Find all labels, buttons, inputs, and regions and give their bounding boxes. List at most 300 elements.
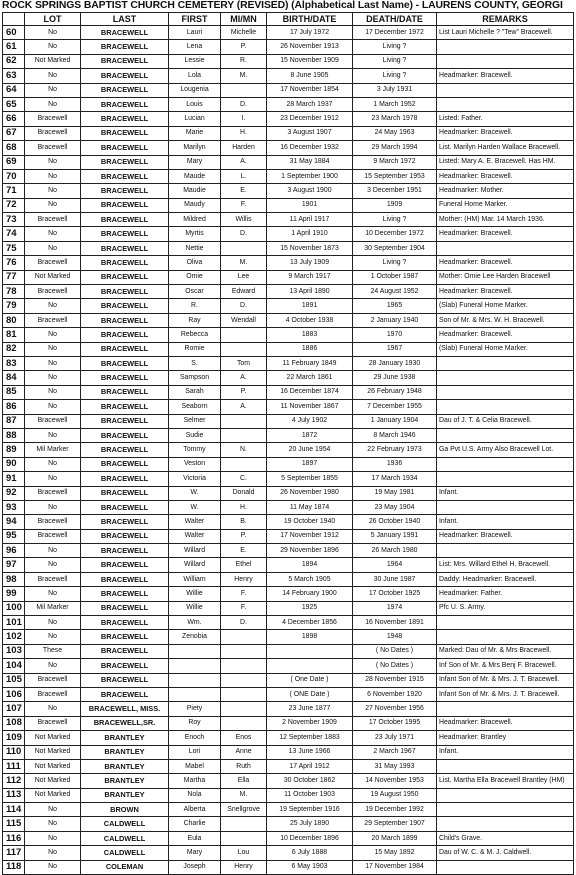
lot-cell: No xyxy=(25,198,81,212)
last-name-cell: BRACEWELL xyxy=(81,500,169,514)
lot-cell: Not Marked xyxy=(25,759,81,773)
middle-name-cell xyxy=(221,702,267,716)
middle-name-cell: Ella xyxy=(221,774,267,788)
last-name-cell: BRACEWELL xyxy=(81,371,169,385)
lot-cell: Bracewell xyxy=(25,285,81,299)
middle-name-cell: Lou xyxy=(221,846,267,860)
birth-date-cell: 2 November 1909 xyxy=(267,716,353,730)
birth-date-cell: 12 September 1883 xyxy=(267,731,353,745)
death-date-cell: 1970 xyxy=(353,328,437,342)
remarks-cell: Son of Mr. & Mrs. W. H. Bracewell. xyxy=(437,313,574,327)
entry-number: 79 xyxy=(3,299,25,313)
table-row xyxy=(3,371,574,385)
last-name-cell: BRACEWELL xyxy=(81,26,169,40)
lot-cell: No xyxy=(25,169,81,183)
entry-number: 113 xyxy=(3,788,25,802)
lot-cell: No xyxy=(25,40,81,54)
last-name-cell: BRACEWELL xyxy=(81,673,169,687)
table-row xyxy=(3,97,574,111)
middle-name-cell: Tom xyxy=(221,356,267,370)
death-date-cell: 29 June 1938 xyxy=(353,371,437,385)
entry-number: 93 xyxy=(3,500,25,514)
lot-cell: Not Marked xyxy=(25,745,81,759)
first-name-cell: Walter xyxy=(169,529,221,543)
table-row xyxy=(3,227,574,241)
last-name-cell: BRACEWELL xyxy=(81,270,169,284)
remarks-cell: Marked: Dau of Mr. & Mrs Bracewell. xyxy=(437,644,574,658)
last-name-cell: BRANTLEY xyxy=(81,788,169,802)
death-date-cell: Living ? xyxy=(353,213,437,227)
header-mi-mn: MI/MN xyxy=(221,13,267,26)
entry-number: 83 xyxy=(3,356,25,370)
table-row xyxy=(3,198,574,212)
middle-name-cell: A. xyxy=(221,400,267,414)
middle-name-cell xyxy=(221,817,267,831)
remarks-cell: List. Martha Ella Bracewell Brantley (HM) xyxy=(437,774,574,788)
remarks-cell xyxy=(437,54,574,68)
birth-date-cell: 11 April 1917 xyxy=(267,213,353,227)
remarks-cell: Mother: Omie Lee Harden Bracewell xyxy=(437,270,574,284)
table-row xyxy=(3,256,574,270)
birth-date-cell: 26 November 1980 xyxy=(267,486,353,500)
entry-number: 61 xyxy=(3,40,25,54)
table-row xyxy=(3,213,574,227)
remarks-cell: Infant Son of Mr. & Mrs. J. T. Bracewell. xyxy=(437,687,574,701)
remarks-cell: Mother: (HM) Mar. 14 March 1936. xyxy=(437,213,574,227)
first-name-cell xyxy=(169,659,221,673)
last-name-cell: BRACEWELL xyxy=(81,529,169,543)
last-name-cell: BRANTLEY xyxy=(81,774,169,788)
death-date-cell: 2 March 1967 xyxy=(353,745,437,759)
table-row xyxy=(3,587,574,601)
table-row xyxy=(3,630,574,644)
first-name-cell: Sampson xyxy=(169,371,221,385)
death-date-cell: 5 January 1991 xyxy=(353,529,437,543)
header-number xyxy=(3,13,25,26)
death-date-cell: 1 March 1952 xyxy=(353,97,437,111)
remarks-cell xyxy=(437,83,574,97)
lot-cell: Bracewell xyxy=(25,313,81,327)
death-date-cell: 1974 xyxy=(353,601,437,615)
first-name-cell: Mary xyxy=(169,846,221,860)
middle-name-cell: P. xyxy=(221,40,267,54)
table-row xyxy=(3,788,574,802)
middle-name-cell xyxy=(221,673,267,687)
remarks-cell: Headmarker: Brantley xyxy=(437,731,574,745)
remarks-cell: Infant. xyxy=(437,515,574,529)
middle-name-cell: C. xyxy=(221,472,267,486)
entry-number: 74 xyxy=(3,227,25,241)
first-name-cell: Mabel xyxy=(169,759,221,773)
death-date-cell: 17 November 1984 xyxy=(353,860,437,874)
remarks-cell: List Lauri Michelle ? "Tew" Bracewell. xyxy=(437,26,574,40)
remarks-cell xyxy=(437,817,574,831)
death-date-cell: 3 July 1931 xyxy=(353,83,437,97)
last-name-cell: BRACEWELL xyxy=(81,587,169,601)
lot-cell: No xyxy=(25,587,81,601)
last-name-cell: BRACEWELL xyxy=(81,644,169,658)
first-name-cell: William xyxy=(169,572,221,586)
entry-number: 69 xyxy=(3,155,25,169)
last-name-cell: BRACEWELL xyxy=(81,313,169,327)
entry-number: 116 xyxy=(3,831,25,845)
first-name-cell: Marilyn xyxy=(169,141,221,155)
birth-date-cell: 4 July 1902 xyxy=(267,414,353,428)
middle-name-cell: R. xyxy=(221,54,267,68)
remarks-cell: Headmarker: Bracewell. xyxy=(437,69,574,83)
lot-cell: No xyxy=(25,371,81,385)
table-row xyxy=(3,716,574,730)
middle-name-cell: H. xyxy=(221,500,267,514)
first-name-cell: Myrtis xyxy=(169,227,221,241)
lot-cell: Mil Marker xyxy=(25,601,81,615)
remarks-cell xyxy=(437,356,574,370)
remarks-cell: List. Marilyn Harden Wallace Bracewell. xyxy=(437,141,574,155)
birth-date-cell: 1 September 1900 xyxy=(267,169,353,183)
last-name-cell: BRANTLEY xyxy=(81,759,169,773)
middle-name-cell: Wendall xyxy=(221,313,267,327)
last-name-cell: BRACEWELL xyxy=(81,155,169,169)
entry-number: 101 xyxy=(3,616,25,630)
table-row xyxy=(3,472,574,486)
first-name-cell: Nola xyxy=(169,788,221,802)
first-name-cell: Oliva xyxy=(169,256,221,270)
entry-number: 92 xyxy=(3,486,25,500)
last-name-cell: BRACEWELL xyxy=(81,544,169,558)
last-name-cell: BRACEWELL xyxy=(81,112,169,126)
birth-date-cell: 26 November 1913 xyxy=(267,40,353,54)
middle-name-cell: Snellgrove xyxy=(221,803,267,817)
remarks-cell xyxy=(437,472,574,486)
lot-cell: No xyxy=(25,846,81,860)
first-name-cell xyxy=(169,687,221,701)
remarks-cell: Child's Grave. xyxy=(437,831,574,845)
middle-name-cell xyxy=(221,428,267,442)
death-date-cell: 29 September 1907 xyxy=(353,817,437,831)
middle-name-cell: E. xyxy=(221,544,267,558)
lot-cell: Bracewell xyxy=(25,213,81,227)
birth-date-cell: 29 November 1896 xyxy=(267,544,353,558)
death-date-cell: Living ? xyxy=(353,54,437,68)
death-date-cell: 27 November 1956 xyxy=(353,702,437,716)
death-date-cell: 8 March 1946 xyxy=(353,428,437,442)
lot-cell: No xyxy=(25,26,81,40)
lot-cell: No xyxy=(25,616,81,630)
lot-cell: No xyxy=(25,69,81,83)
table-row xyxy=(3,659,574,673)
remarks-cell xyxy=(437,544,574,558)
table-row xyxy=(3,356,574,370)
table-row xyxy=(3,601,574,615)
entry-number: 81 xyxy=(3,328,25,342)
table-row xyxy=(3,673,574,687)
birth-date-cell: 5 March 1905 xyxy=(267,572,353,586)
first-name-cell xyxy=(169,673,221,687)
first-name-cell: Walter xyxy=(169,515,221,529)
first-name-cell: Veston xyxy=(169,457,221,471)
last-name-cell: CALDWELL xyxy=(81,831,169,845)
lot-cell: Not Marked xyxy=(25,270,81,284)
entry-number: 72 xyxy=(3,198,25,212)
remarks-cell: Headmarker: Bracewell. xyxy=(437,256,574,270)
lot-cell: No xyxy=(25,457,81,471)
last-name-cell: BRANTLEY xyxy=(81,731,169,745)
entry-number: 89 xyxy=(3,443,25,457)
entry-number: 103 xyxy=(3,644,25,658)
last-name-cell: BRACEWELL xyxy=(81,356,169,370)
remarks-cell: Pfc U. S. Army. xyxy=(437,601,574,615)
first-name-cell: Joseph xyxy=(169,860,221,874)
birth-date-cell: 1925 xyxy=(267,601,353,615)
entry-number: 88 xyxy=(3,428,25,442)
entry-number: 112 xyxy=(3,774,25,788)
middle-name-cell: M. xyxy=(221,256,267,270)
remarks-cell xyxy=(437,860,574,874)
cemetery-table xyxy=(2,12,574,875)
table-row xyxy=(3,400,574,414)
middle-name-cell: N. xyxy=(221,443,267,457)
first-name-cell: Oscar xyxy=(169,285,221,299)
death-date-cell: 1909 xyxy=(353,198,437,212)
middle-name-cell: Michelle xyxy=(221,26,267,40)
table-row xyxy=(3,558,574,572)
death-date-cell: 23 July 1971 xyxy=(353,731,437,745)
entry-number: 105 xyxy=(3,673,25,687)
birth-date-cell: 31 May 1884 xyxy=(267,155,353,169)
entry-number: 104 xyxy=(3,659,25,673)
lot-cell: Mil Marker xyxy=(25,443,81,457)
entry-number: 107 xyxy=(3,702,25,716)
birth-date-cell: 5 September 1855 xyxy=(267,472,353,486)
death-date-cell: 1965 xyxy=(353,299,437,313)
first-name-cell: Willard xyxy=(169,558,221,572)
first-name-cell: Ray xyxy=(169,313,221,327)
entry-number: 110 xyxy=(3,745,25,759)
lot-cell: No xyxy=(25,356,81,370)
first-name-cell: Charlie xyxy=(169,817,221,831)
remarks-cell xyxy=(437,500,574,514)
remarks-cell: Infant Son of Mr. & Mrs. J. T. Bracewell. xyxy=(437,673,574,687)
death-date-cell: ( No Dates ) xyxy=(353,644,437,658)
last-name-cell: BRACEWELL xyxy=(81,83,169,97)
middle-name-cell: F. xyxy=(221,587,267,601)
birth-date-cell: 6 July 1888 xyxy=(267,846,353,860)
death-date-cell: 30 September 1904 xyxy=(353,241,437,255)
header-death-date: DEATH/DATE xyxy=(353,13,437,26)
death-date-cell: 17 October 1925 xyxy=(353,587,437,601)
lot-cell: Bracewell xyxy=(25,141,81,155)
table-row xyxy=(3,342,574,356)
entry-number: 86 xyxy=(3,400,25,414)
birth-date-cell: 1897 xyxy=(267,457,353,471)
table-row xyxy=(3,515,574,529)
remarks-cell: Dau of J. T. & Celia Bracewell. xyxy=(437,414,574,428)
table-row xyxy=(3,572,574,586)
table-row xyxy=(3,616,574,630)
middle-name-cell xyxy=(221,241,267,255)
lot-cell: Bracewell xyxy=(25,486,81,500)
last-name-cell: CALDWELL xyxy=(81,817,169,831)
table-row xyxy=(3,544,574,558)
birth-date-cell: ( ONE Date ) xyxy=(267,687,353,701)
death-date-cell: 28 November 1915 xyxy=(353,673,437,687)
death-date-cell: 10 December 1972 xyxy=(353,227,437,241)
birth-date-cell: 17 April 1912 xyxy=(267,759,353,773)
first-name-cell: Eula xyxy=(169,831,221,845)
remarks-cell: Headmarker: Bracewell. xyxy=(437,169,574,183)
death-date-cell: 26 October 1940 xyxy=(353,515,437,529)
first-name-cell: Lauri xyxy=(169,26,221,40)
middle-name-cell: F. xyxy=(221,198,267,212)
birth-date-cell: 28 March 1937 xyxy=(267,97,353,111)
birth-date-cell: 11 February 1849 xyxy=(267,356,353,370)
remarks-cell xyxy=(437,241,574,255)
death-date-cell: 6 November 1920 xyxy=(353,687,437,701)
last-name-cell: BRACEWELL xyxy=(81,54,169,68)
remarks-cell: Infant. xyxy=(437,745,574,759)
death-date-cell: 29 March 1994 xyxy=(353,141,437,155)
table-row xyxy=(3,644,574,658)
entry-number: 70 xyxy=(3,169,25,183)
remarks-cell: (Slab) Funeral Home Marker. xyxy=(437,342,574,356)
entry-number: 102 xyxy=(3,630,25,644)
death-date-cell: 20 March 1899 xyxy=(353,831,437,845)
death-date-cell: 7 December 1955 xyxy=(353,400,437,414)
death-date-cell: 28 January 1930 xyxy=(353,356,437,370)
entry-number: 114 xyxy=(3,803,25,817)
remarks-cell xyxy=(437,788,574,802)
remarks-cell xyxy=(437,428,574,442)
lot-cell: Bracewell xyxy=(25,414,81,428)
middle-name-cell: Donald xyxy=(221,486,267,500)
table-row xyxy=(3,112,574,126)
birth-date-cell: 1883 xyxy=(267,328,353,342)
first-name-cell: Zenobia xyxy=(169,630,221,644)
table-row xyxy=(3,486,574,500)
middle-name-cell: Enos xyxy=(221,731,267,745)
first-name-cell: Willie xyxy=(169,601,221,615)
header-last: LAST xyxy=(81,13,169,26)
death-date-cell: Living ? xyxy=(353,40,437,54)
middle-name-cell: P. xyxy=(221,385,267,399)
table-row xyxy=(3,40,574,54)
lot-cell: No xyxy=(25,83,81,97)
birth-date-cell: 4 October 1938 xyxy=(267,313,353,327)
table-row xyxy=(3,385,574,399)
remarks-cell: (Slab) Funeral Home Marker. xyxy=(437,299,574,313)
entry-number: 71 xyxy=(3,184,25,198)
last-name-cell: BRACEWELL xyxy=(81,400,169,414)
entry-number: 106 xyxy=(3,687,25,701)
birth-date-cell: 13 July 1909 xyxy=(267,256,353,270)
remarks-cell: Headmarker: Bracewell. xyxy=(437,529,574,543)
entry-number: 85 xyxy=(3,385,25,399)
lot-cell: No xyxy=(25,385,81,399)
entry-number: 97 xyxy=(3,558,25,572)
birth-date-cell: 11 May 1874 xyxy=(267,500,353,514)
lot-cell: No xyxy=(25,299,81,313)
remarks-cell: Listed: Mary A. E. Bracewell. Has HM. xyxy=(437,155,574,169)
entry-number: 76 xyxy=(3,256,25,270)
lot-cell: Bracewell xyxy=(25,572,81,586)
lot-cell: Not Marked xyxy=(25,774,81,788)
middle-name-cell: L. xyxy=(221,169,267,183)
last-name-cell: BRACEWELL xyxy=(81,285,169,299)
first-name-cell: Omie xyxy=(169,270,221,284)
remarks-cell xyxy=(437,385,574,399)
first-name-cell: Sudie xyxy=(169,428,221,442)
lot-cell: No xyxy=(25,97,81,111)
entry-number: 117 xyxy=(3,846,25,860)
first-name-cell: Alberta xyxy=(169,803,221,817)
death-date-cell: 24 August 1952 xyxy=(353,285,437,299)
middle-name-cell xyxy=(221,83,267,97)
entry-number: 109 xyxy=(3,731,25,745)
middle-name-cell: M. xyxy=(221,788,267,802)
entry-number: 78 xyxy=(3,285,25,299)
middle-name-cell: Harden xyxy=(221,141,267,155)
table-row xyxy=(3,313,574,327)
entry-number: 95 xyxy=(3,529,25,543)
last-name-cell: COLEMAN xyxy=(81,860,169,874)
table-row xyxy=(3,457,574,471)
first-name-cell: Piety xyxy=(169,702,221,716)
first-name-cell: Victoria xyxy=(169,472,221,486)
death-date-cell: 26 February 1948 xyxy=(353,385,437,399)
lot-cell: These xyxy=(25,644,81,658)
lot-cell: No xyxy=(25,155,81,169)
middle-name-cell: I. xyxy=(221,112,267,126)
last-name-cell: BRACEWELL xyxy=(81,328,169,342)
middle-name-cell: Willis xyxy=(221,213,267,227)
middle-name-cell: F. xyxy=(221,601,267,615)
header-row xyxy=(3,13,574,26)
death-date-cell: 17 October 1995 xyxy=(353,716,437,730)
entry-number: 100 xyxy=(3,601,25,615)
death-date-cell: 15 September 1953 xyxy=(353,169,437,183)
entry-number: 108 xyxy=(3,716,25,730)
middle-name-cell: Ruth xyxy=(221,759,267,773)
middle-name-cell: H. xyxy=(221,126,267,140)
middle-name-cell xyxy=(221,630,267,644)
entry-number: 118 xyxy=(3,860,25,874)
entry-number: 111 xyxy=(3,759,25,773)
entry-number: 60 xyxy=(3,26,25,40)
entry-number: 62 xyxy=(3,54,25,68)
lot-cell: Bracewell xyxy=(25,515,81,529)
middle-name-cell: A. xyxy=(221,155,267,169)
middle-name-cell xyxy=(221,342,267,356)
first-name-cell: Mary xyxy=(169,155,221,169)
remarks-cell: Headmarker: Father. xyxy=(437,587,574,601)
first-name-cell: Tommy xyxy=(169,443,221,457)
middle-name-cell: Ethel xyxy=(221,558,267,572)
first-name-cell: Seaborn xyxy=(169,400,221,414)
birth-date-cell: 13 June 1966 xyxy=(267,745,353,759)
birth-date-cell: 1891 xyxy=(267,299,353,313)
lot-cell: Bracewell xyxy=(25,126,81,140)
death-date-cell: 1964 xyxy=(353,558,437,572)
lot-cell: No xyxy=(25,428,81,442)
death-date-cell: 3 December 1951 xyxy=(353,184,437,198)
entry-number: 80 xyxy=(3,313,25,327)
remarks-cell: Infant. xyxy=(437,486,574,500)
lot-cell: No xyxy=(25,558,81,572)
first-name-cell: S. xyxy=(169,356,221,370)
birth-date-cell xyxy=(267,659,353,673)
last-name-cell: BRACEWELL xyxy=(81,141,169,155)
table-row xyxy=(3,759,574,773)
